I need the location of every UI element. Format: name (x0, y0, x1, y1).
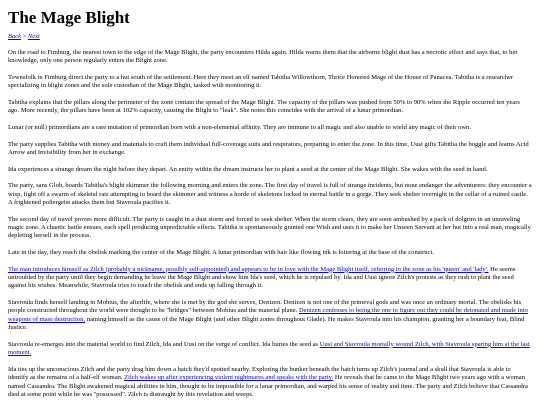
paragraph-text: naming himself as the cause of the Mage Blight (and other Blight zones throughout Glade). He makes Stavroula into his champion, granting her a boundary feat, Blind Justice. (8, 315, 525, 332)
paragraph-11 (8, 299, 532, 333)
paragraph-5 (8, 141, 532, 158)
inline-link[interactable]: The man introduces himself as Zilch (probably a nickname, possibly self-appointed) and appears to be in love with the Mage Blight itself, referring to the zone as his 'queen' and 'lady'. (8, 265, 489, 273)
paragraph-text: The party, sans Glob, boards Tabitha's blight skimmer the following morning and enters the zone. The first day of travel is full of strange incidents, but none endanger the adventurers: they encounter a wisp, fight off a swarm of skeletal rats attempting to board the skimmer and witness a horde of skeletons locked in eternal battle in a gorge. They seek shelter overnight in the cellar of a ruined castle. A frightened poltergeist attacks them but Stavroula pacifies it. (8, 182, 532, 206)
nav-separator: > (21, 33, 28, 40)
next-link[interactable]: Next (27, 33, 40, 40)
paragraph-text: Lunar (or null) primordians are a rare mutation of primordian born with a non-elemental affinity. They are immune to all magic and also unable to wield any magic of their own. (8, 124, 471, 131)
paragraph-1 (8, 49, 532, 66)
breadcrumb-nav (8, 32, 532, 41)
inline-link[interactable]: Denizen confesses to being the one to figure out they could be detonated and made into weapons of mass destruction, (8, 307, 528, 323)
back-link[interactable]: Back (8, 33, 21, 40)
paragraph-text: Tabitha explains that the pillars along the perimeter of the zone contain the spread of the Mage Blight. The capacity of the pillars was pushed from 50% to 90% when the Ripple occurred ten years ago. More recently, the pillars have been at 102% capacity, causing the Blight to "leak". She notes this coincides with the arrival of a lunar primordian. (8, 99, 520, 115)
paragraph-9 (8, 249, 532, 257)
paragraph-text: Townsfolk in Fimburg direct the party to a hut south of the settlement. Here they meet an elf named Tabitha Willowthorn, Thrice Honored Mage of the House of Panacea. Tabitha is a researcher specializing in blight zones and the sole custodian of the Mage Blight, tasked with monitoring it. (8, 74, 514, 90)
inline-link[interactable]: Zilch wakes up after experiencing violent nightmares and speaks with the party. (124, 374, 334, 382)
paragraph-6 (8, 166, 532, 174)
paragraph-text: The party supplies Tabitha with money and materials to craft them individual full-coverage suits and respirators, preparing to enter the zone. In this time, Uusi gifts Tabitha the boggle and learns Acid Arrow and Invisibility from her in exchange. (8, 140, 529, 156)
paragraph-8 (8, 216, 532, 241)
paragraph-text: Late in the day, they reach the obelisk marking the center of the Mage Blight. A lunar primordian with hair like flowing ink is loitering at the base of the construct. (8, 249, 434, 256)
paragraph-text: Stavroula finds herself landing in Mobius, the afterlife, where she is met by the god she serves, Denizen. Denizen is not one of the primeval gods and was once an ordinary mortal. The obelisks his people constructed throughout the world were thought to be "bridges" between Mobius and the material plane. (8, 299, 522, 315)
paragraph-text: He reveals that he came to the Mage Blight two years ago with a woman named Cassandra. The Blight awakened magical abilities in him, thought to be impossible for a lunar primordian, and warped his sense of reality and time. The party and Zilch believe that Cassandra died at some point while he was "possessed". Zilch is distraught by this revelation and weeps. (8, 374, 528, 399)
article-body (8, 49, 532, 399)
paragraph-7 (8, 182, 532, 207)
paragraph-3 (8, 99, 532, 116)
paragraph-text: The second day of travel proves more difficult. The party is caught in a dust storm and forced to seek shelter. When the storm clears, they are soon ambushed by a pack of dolgrim in an unraveling magic zone. A chaotic battle ensues, each spell producing unpredictable effects. Tabitha is spontaneously granted one Wish and uses it to make her Unseen Servant at her hut into a real man, magically depleting herself in the process. (8, 215, 531, 240)
paragraph-4 (8, 124, 532, 132)
paragraph-text: Ida experiences a strange dream the night before they depart. An entity within the dream instructs her to plant a seed at the center of the Mage Blight. She wakes with the seed in hand. (8, 165, 488, 173)
paragraph-text: On the road to Fimburg, the nearest town to the edge of the Mage Blight, the party encounters Hilda again. Hilda warns them that the airborne blight dust has a necrotic effect and says that, to her knowledge, only one person regularly enters the Blight zone. (8, 49, 518, 65)
paragraph-10 (8, 266, 532, 291)
page-title: The Mage Blight (8, 8, 130, 27)
paragraph-12 (8, 341, 532, 358)
paragraph-2 (8, 74, 532, 91)
paragraph-13 (8, 366, 532, 400)
paragraph-text: Stavroula re-emerges into the material world to find Zilch, Ida and Uusi on the verge of conflict. Ida buries the seed as (8, 340, 320, 348)
paragraph-text: Ida ties up the unconscious Zilch and the party drag him down a hatch they'd spotted nearby. Exploring the bunker beneath the hatch turns up Zilch's journal and a skull that Stavroula is able to identify as the remains of a half-elf woman. (8, 365, 511, 382)
paragraph-text: He seems untroubled by the party until they begin demanding he leave the Mage Blight and show him Ida's seed, which he is repulsed by. Ida and Uusi ignore Zilch's protests as they rush to plant the seed against his wishes. Meanwhile, Stavroula tries to touch the obelisk and ends up falling through it. (8, 265, 516, 290)
inline-link[interactable]: Uusi and Stavroula mortally wound Zilch, with Stavroula sparing him at the last moment. (8, 340, 530, 357)
